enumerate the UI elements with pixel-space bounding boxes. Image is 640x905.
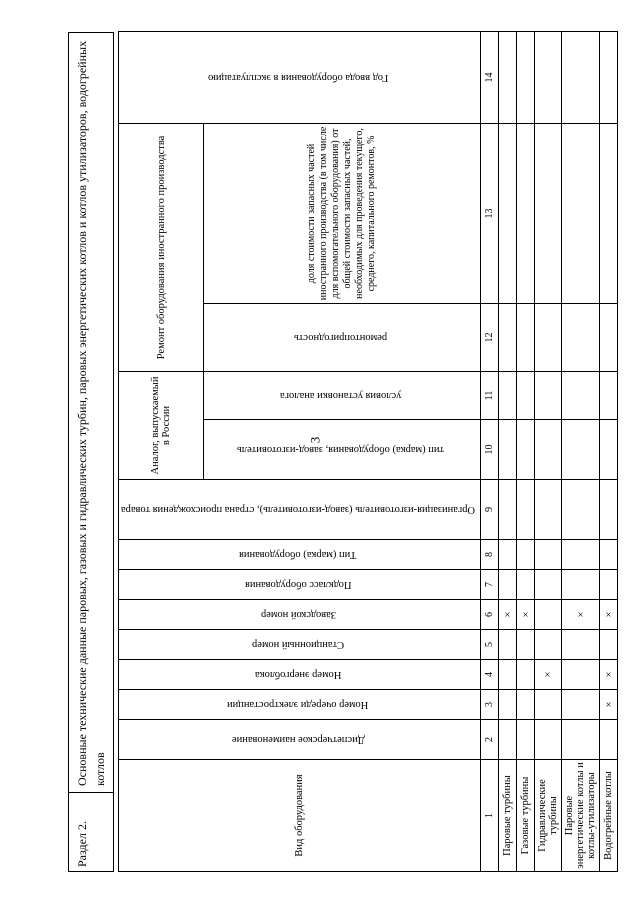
col-number: 10 — [481, 420, 499, 480]
table-cell — [562, 31, 600, 123]
rotated-page — [68, 32, 615, 872]
table-cell — [600, 371, 618, 419]
table-cell — [499, 570, 517, 600]
table-cell — [562, 570, 600, 600]
table-cell — [562, 480, 600, 540]
table-cell — [499, 371, 517, 419]
header-analog: Аналог, выпускаемый в России — [119, 371, 204, 479]
table-cell: × — [600, 600, 618, 630]
header-spare-parts-share: доля стоимости запасных частей иностранного производства (в том числе для вспомогательного оборудования) от общей стоимости запасных частей, необходимых для проведения текущего, среднего, капитального ремонтов, % — [204, 123, 481, 303]
col-number: 5 — [481, 630, 499, 660]
table-row — [562, 31, 600, 871]
col-number: 14 — [481, 31, 499, 123]
table-cell — [517, 420, 535, 480]
table-cell — [600, 123, 618, 303]
col-number: 4 — [481, 660, 499, 690]
header-manufacturer: Организация-изготовитель (завод-изготовитель), страна происхождения товара — [119, 480, 481, 540]
col-number: 2 — [481, 720, 499, 760]
table-cell — [535, 480, 562, 540]
header-station-number: Станционный номер — [119, 630, 481, 660]
header-analog-conditions: условия установки аналога — [204, 371, 481, 419]
section-title: Основные технические данные паровых, газовых и гидравлических турбин, паровых энергетических котлов и котлов утилизаторов, водогрейных котлов — [68, 32, 114, 792]
table-row — [499, 31, 517, 871]
col-number: 12 — [481, 303, 499, 371]
header-commissioning-year: Год ввода оборудования в эксплуатацию — [119, 31, 481, 123]
table-cell — [600, 420, 618, 480]
table-cell — [535, 420, 562, 480]
table-cell — [535, 540, 562, 570]
table-cell — [562, 540, 600, 570]
table-cell — [499, 660, 517, 690]
col-number: 7 — [481, 570, 499, 600]
equipment-kind: Газовые турбины — [517, 760, 535, 872]
col-number: 9 — [481, 480, 499, 540]
header-dispatch-name: Диспетчерское наименование — [119, 720, 481, 760]
header-analog-type: тип (марка) оборудования, завод-изготовитель — [204, 420, 481, 480]
table-row — [600, 31, 618, 871]
table-cell — [562, 660, 600, 690]
table-cell — [600, 540, 618, 570]
table-cell — [499, 630, 517, 660]
table-cell — [535, 31, 562, 123]
table-cell — [600, 303, 618, 371]
table-cell — [535, 303, 562, 371]
table-body — [499, 31, 618, 871]
table-cell — [499, 31, 517, 123]
table-cell — [535, 123, 562, 303]
header-unit-number: Номер энергоблока — [119, 660, 481, 690]
table-cell — [535, 570, 562, 600]
section-label: Раздел 2. — [68, 792, 114, 872]
table-cell — [517, 660, 535, 690]
header-repair: Ремонт оборудования иностранного производства — [119, 123, 204, 371]
table-cell — [517, 480, 535, 540]
header-factory-number: Заводской номер — [119, 600, 481, 630]
table-cell — [499, 480, 517, 540]
table-cell — [600, 570, 618, 600]
header-repairability: ремонтопригодность — [204, 303, 481, 371]
equipment-kind: Паровые турбины — [499, 760, 517, 872]
table-cell — [517, 630, 535, 660]
table-cell — [499, 720, 517, 760]
table-cell — [562, 720, 600, 760]
table-cell — [517, 720, 535, 760]
table-cell — [517, 540, 535, 570]
table-cell — [562, 690, 600, 720]
col-number: 1 — [481, 760, 499, 872]
table-cell — [562, 371, 600, 419]
table-row — [535, 31, 562, 871]
table-cell — [517, 123, 535, 303]
table-cell: × — [535, 660, 562, 690]
table-cell — [499, 420, 517, 480]
table-cell — [562, 303, 600, 371]
table-cell — [517, 371, 535, 419]
table-cell: × — [517, 600, 535, 630]
equipment-table — [118, 31, 618, 872]
column-number-row — [481, 31, 499, 871]
table-cell — [499, 690, 517, 720]
header-subclass: Подкласс оборудования — [119, 570, 481, 600]
table-cell: × — [600, 690, 618, 720]
table-cell — [535, 600, 562, 630]
table-cell — [535, 720, 562, 760]
col-number: 11 — [481, 371, 499, 419]
table-cell — [600, 630, 618, 660]
header-equipment-type: Вид оборудования — [119, 760, 481, 872]
table-cell — [517, 31, 535, 123]
col-number: 6 — [481, 600, 499, 630]
table-cell — [517, 303, 535, 371]
table-cell — [600, 480, 618, 540]
table-cell — [562, 123, 600, 303]
table-cell: × — [499, 600, 517, 630]
equipment-kind: Водогрейные котлы — [600, 760, 618, 872]
table-cell — [600, 720, 618, 760]
table-cell — [517, 570, 535, 600]
equipment-kind: Гидравлические турбины — [535, 760, 562, 872]
table-cell — [562, 420, 600, 480]
header-stage-number: Номер очереди электростанции — [119, 690, 481, 720]
col-number: 13 — [481, 123, 499, 303]
table-cell: × — [562, 600, 600, 630]
table-row — [517, 31, 535, 871]
section-header — [68, 32, 114, 872]
table-cell — [517, 690, 535, 720]
table-cell — [499, 123, 517, 303]
table-cell — [499, 303, 517, 371]
table-cell — [535, 690, 562, 720]
equipment-kind: Паровые энергетические котлы и котлы-утилизаторы — [562, 760, 600, 872]
col-number: 3 — [481, 690, 499, 720]
page-number: 3 — [307, 436, 323, 444]
table-cell — [600, 31, 618, 123]
table-cell — [535, 630, 562, 660]
table-cell: × — [600, 660, 618, 690]
table-cell — [562, 630, 600, 660]
header-type-brand: Тип (марка) оборудования — [119, 540, 481, 570]
col-number: 8 — [481, 540, 499, 570]
table-cell — [499, 540, 517, 570]
table-cell — [535, 371, 562, 419]
